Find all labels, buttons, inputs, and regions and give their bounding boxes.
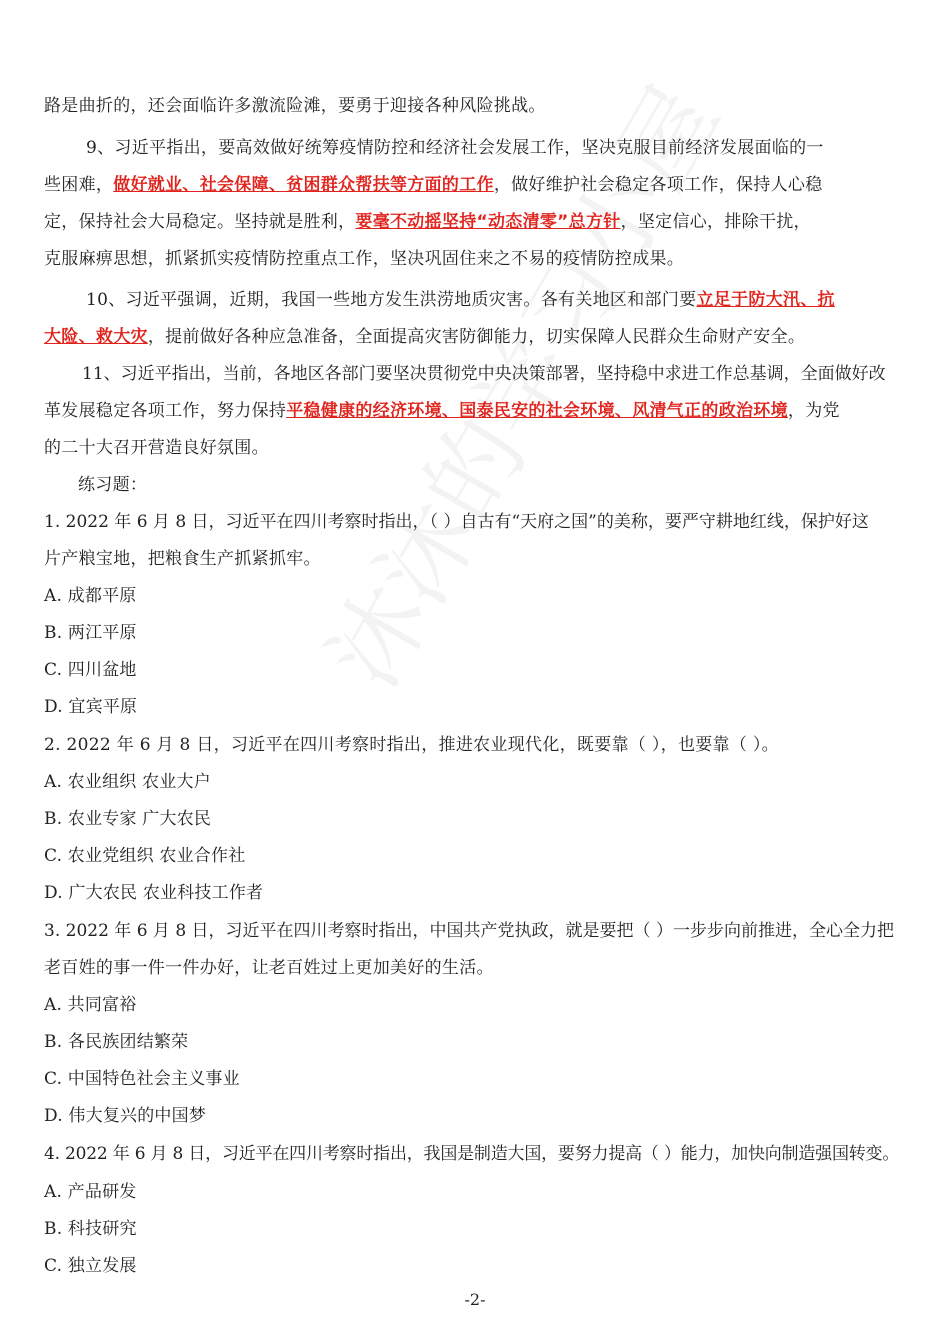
question-1-line-2: 片产粮宝地，把粮食生产抓紧抓牢。 bbox=[44, 549, 321, 569]
question-4-option-b: B. 科技研究 bbox=[44, 1219, 137, 1239]
question-4-line-1: 4. 2022 年 6 月 8 日，习近平在四川考察时指出，我国是制造大国，要努力提高（ ）能力，加快向制造强国转变。 bbox=[44, 1144, 900, 1164]
question-1-option-b: B. 两江平原 bbox=[44, 623, 137, 643]
question-2-option-a: A. 农业组织 农业大户 bbox=[44, 772, 211, 792]
paragraph-10-line-2: 大险、救大灾，提前做好各种应急准备，全面提高灾害防御能力，切实保障人民群众生命财产安全。 bbox=[44, 327, 806, 347]
question-3-option-a: A. 共同富裕 bbox=[44, 995, 137, 1015]
paragraph-9-line-3: 定，保持社会大局稳定。坚持就是胜利，要毫不动摇坚持“动态清零”总方针，坚定信心，排除干扰， bbox=[44, 212, 811, 232]
question-1-option-c: C. 四川盆地 bbox=[44, 660, 137, 680]
highlight-flood-prevention: 立足于防大汛、抗 bbox=[696, 290, 835, 310]
page-number: -2- bbox=[464, 1290, 486, 1309]
question-3-line-1: 3. 2022 年 6 月 8 日，习近平在四川考察时指出，中国共产党执政，就是要把（ ）一步步向前推进，全心全力把 bbox=[44, 921, 894, 941]
highlight-environment: 平稳健康的经济环境、国泰民安的社会环境、风清气正的政治环境 bbox=[286, 401, 788, 421]
question-2-option-c: C. 农业党组织 农业合作社 bbox=[44, 846, 246, 866]
question-2-option-d: D. 广大农民 农业科技工作者 bbox=[44, 883, 264, 903]
question-4-option-a: A. 产品研发 bbox=[44, 1182, 137, 1202]
exercise-title: 练习题： bbox=[78, 475, 148, 495]
highlight-employment: 做好就业、社会保障、贫困群众帮扶等方面的工作 bbox=[113, 175, 494, 195]
paragraph-11-line-1: 11、习近平指出，当前，各地区各部门要坚决贯彻党中央决策部署，坚持稳中求进工作总基调，全面做好改 bbox=[82, 364, 886, 384]
paragraph-11-line-3: 的二十大召开营造良好氛围。 bbox=[44, 438, 269, 458]
question-4-option-c: C. 独立发展 bbox=[44, 1256, 137, 1276]
paragraph-9-line-2: 些困难，做好就业、社会保障、贫困群众帮扶等方面的工作，做好维护社会稳定各项工作，保持人心稳 bbox=[44, 175, 823, 195]
paragraph-9-line-1: 9、习近平指出，要高效做好统筹疫情防控和经济社会发展工作，坚决克服目前经济发展面临的一 bbox=[86, 138, 824, 158]
paragraph-8-tail: 路是曲折的，还会面临许多激流险滩，要勇于迎接各种风险挑战。 bbox=[44, 96, 546, 116]
question-3-option-b: B. 各民族团结繁荣 bbox=[44, 1032, 189, 1052]
question-1-option-a: A. 成都平原 bbox=[44, 586, 137, 606]
paragraph-11-line-2: 革发展稳定各项工作，努力保持平稳健康的经济环境、国泰民安的社会环境、风清气正的政治环境，为党 bbox=[44, 401, 840, 421]
question-3-option-d: D. 伟大复兴的中国梦 bbox=[44, 1106, 207, 1126]
highlight-disaster-relief: 大险、救大灾 bbox=[44, 327, 148, 347]
question-1-line-1: 1. 2022 年 6 月 8 日，习近平在四川考察时指出，（ ）自古有“天府之国”的美称，要严守耕地红线，保护好这 bbox=[44, 512, 869, 532]
paragraph-10-line-1: 10、习近平强调，近期，我国一些地方发生洪涝地质灾害。各有关地区和部门要立足于防大汛、抗 bbox=[86, 290, 835, 310]
highlight-dynamic-zero: 要毫不动摇坚持“动态清零”总方针 bbox=[355, 212, 621, 232]
question-2-option-b: B. 农业专家 广大农民 bbox=[44, 809, 212, 829]
question-1-option-d: D. 宜宾平原 bbox=[44, 697, 138, 717]
question-2-line-1: 2. 2022 年 6 月 8 日，习近平在四川考察时指出，推进农业现代化，既要靠（ ），也要靠（ ）。 bbox=[44, 735, 779, 755]
question-3-line-2: 老百姓的事一件一件办好，让老百姓过上更加美好的生活。 bbox=[44, 958, 494, 978]
paragraph-9-line-4: 克服麻痹思想，抓紧抓实疫情防控重点工作，坚决巩固住来之不易的疫情防控成果。 bbox=[44, 249, 685, 269]
question-3-option-c: C. 中国特色社会主义事业 bbox=[44, 1069, 240, 1089]
